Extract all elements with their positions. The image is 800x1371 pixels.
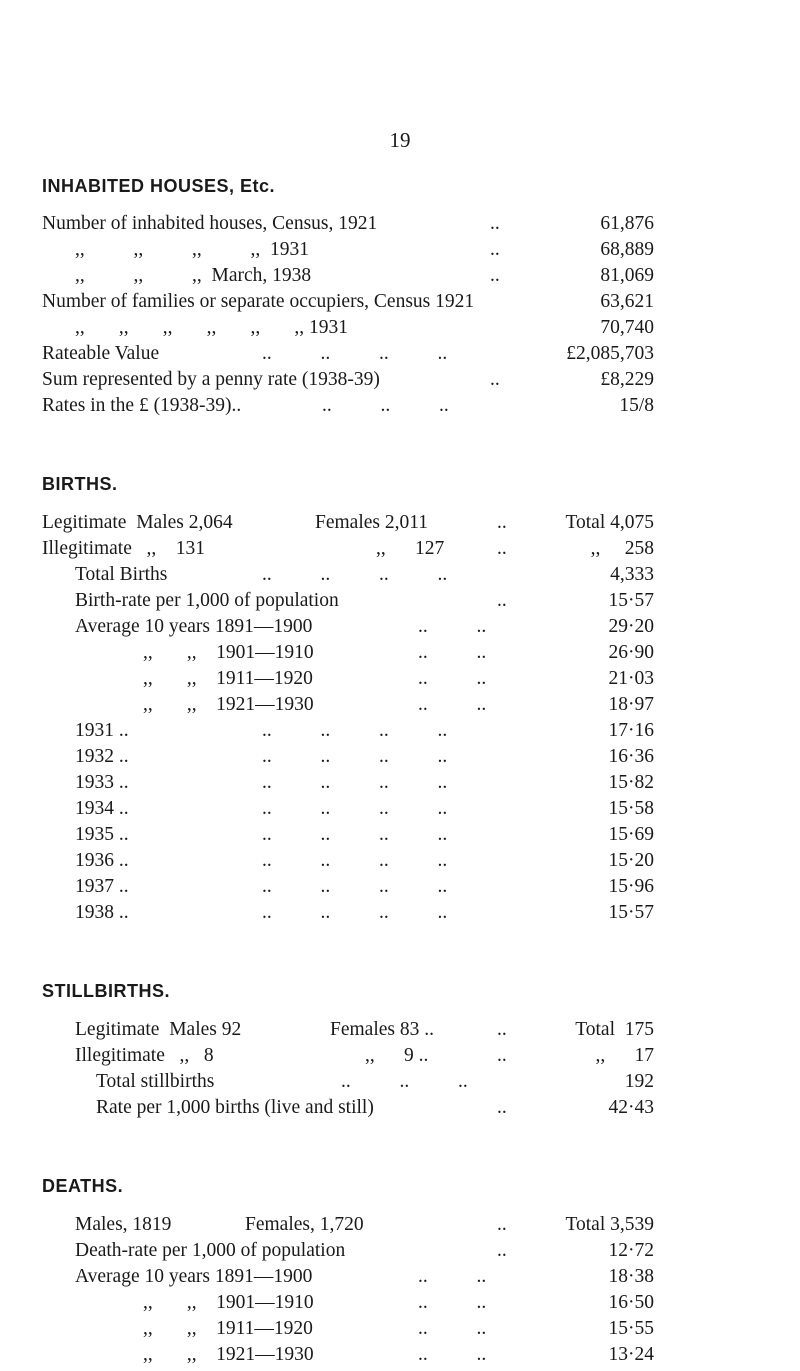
births-legit-total: Total 4,075: [565, 512, 654, 533]
deaths-average-value: 18·38: [608, 1266, 654, 1287]
inhabited-label: Number of inhabited houses, Census, 1921: [42, 213, 378, 234]
deaths-average-label: ,, ,, 1921—1930: [143, 1344, 314, 1365]
leader-dots: .. .. ..: [322, 395, 449, 416]
leader-dots: .. .. .. ..: [262, 798, 448, 819]
stillbirths-legit-females: Females 83 ..: [330, 1019, 434, 1040]
birth-rate-value: 15·57: [608, 590, 654, 611]
leader-dots: ..: [497, 1045, 507, 1066]
deaths-total: Total 3,539: [565, 1214, 654, 1235]
inhabited-label: ,, ,, ,, ,, 1931: [75, 239, 309, 260]
births-year-label: 1935 ..: [75, 824, 129, 845]
births-legit-females: Females 2,011: [315, 512, 429, 533]
stillbirths-total-label: Total stillbirths: [96, 1071, 215, 1092]
inhabited-value: £8,229: [600, 369, 654, 390]
births-illegit-total: ,, 258: [590, 538, 654, 559]
births-legit-males: Legitimate Males 2,064: [42, 512, 233, 533]
leader-dots: ..: [490, 265, 500, 286]
inhabited-value: 63,621: [600, 291, 654, 312]
leader-dots: .. .. ..: [341, 1071, 468, 1092]
stillbirths-rate-label: Rate per 1,000 births (live and still): [96, 1097, 374, 1118]
leader-dots: .. ..: [418, 1292, 487, 1313]
births-total-value: 4,333: [610, 564, 654, 585]
inhabited-value: 81,069: [600, 265, 654, 286]
deaths-average-value: 13·24: [608, 1344, 654, 1365]
deaths-average-value: 15·55: [608, 1318, 654, 1339]
births-total-label: Total Births: [75, 564, 168, 585]
births-year-value: 15·96: [608, 876, 654, 897]
stillbirths-legit-males: Legitimate Males 92: [75, 1019, 242, 1040]
death-rate-value: 12·72: [608, 1240, 654, 1261]
leader-dots: .. ..: [418, 1344, 487, 1365]
stillbirths-illegit-males: Illegitimate ,, 8: [75, 1045, 214, 1066]
births-year-label: 1933 ..: [75, 772, 129, 793]
births-year-value: 15·58: [608, 798, 654, 819]
births-average-label: ,, ,, 1901—1910: [143, 642, 314, 663]
leader-dots: .. .. .. ..: [262, 876, 448, 897]
births-year-value: 15·69: [608, 824, 654, 845]
stillbirths-illegit-females: ,, 9 ..: [365, 1045, 429, 1066]
stillbirths-total-value: 192: [624, 1071, 654, 1092]
births-year-label: 1932 ..: [75, 746, 129, 767]
births-average-value: 18·97: [608, 694, 654, 715]
births-illegit-males: Illegitimate ,, 131: [42, 538, 206, 559]
leader-dots: .. ..: [418, 1318, 487, 1339]
births-year-value: 15·20: [608, 850, 654, 871]
deaths-average-label: ,, ,, 1901—1910: [143, 1292, 314, 1313]
leader-dots: .. .. .. ..: [262, 720, 448, 741]
births-year-value: 15·82: [608, 772, 654, 793]
inhabited-label: Sum represented by a penny rate (1938-39): [42, 369, 380, 390]
inhabited-label: Rates in the £ (1938-39)..: [42, 395, 242, 416]
inhabited-value: 15/8: [619, 395, 654, 416]
deaths-average-label: Average 10 years 1891—1900: [75, 1266, 313, 1287]
births-year-label: 1937 ..: [75, 876, 129, 897]
leader-dots: ..: [490, 369, 500, 390]
births-average-label: ,, ,, 1911—1920: [143, 668, 313, 689]
births-year-value: 17·16: [608, 720, 654, 741]
births-year-label: 1934 ..: [75, 798, 129, 819]
deaths-males: Males, 1819: [75, 1214, 172, 1235]
inhabited-value: 68,889: [600, 239, 654, 260]
leader-dots: ..: [490, 239, 500, 260]
stillbirths-legit-total: Total 175: [575, 1019, 654, 1040]
births-average-value: 26·90: [608, 642, 654, 663]
inhabited-value: 61,876: [600, 213, 654, 234]
inhabited-value: 70,740: [600, 317, 654, 338]
leader-dots: .. .. .. ..: [262, 343, 448, 364]
leader-dots: .. .. .. ..: [262, 564, 448, 585]
leader-dots: ..: [497, 512, 507, 533]
death-rate-label: Death-rate per 1,000 of population: [75, 1240, 346, 1261]
leader-dots: .. .. .. ..: [262, 902, 448, 923]
inhabited-label: Rateable Value: [42, 343, 160, 364]
deaths-females: Females, 1,720: [245, 1214, 364, 1235]
page-number: 19: [389, 128, 411, 152]
leader-dots: ..: [497, 590, 507, 611]
births-average-value: 29·20: [608, 616, 654, 637]
leader-dots: ..: [497, 1214, 507, 1235]
leader-dots: .. .. .. ..: [262, 772, 448, 793]
births-year-value: 15·57: [608, 902, 654, 923]
leader-dots: .. ..: [418, 694, 487, 715]
leader-dots: .. ..: [418, 642, 487, 663]
births-average-value: 21·03: [608, 668, 654, 689]
leader-dots: ..: [497, 1019, 507, 1040]
births-year-value: 16·36: [608, 746, 654, 767]
leader-dots: .. ..: [418, 668, 487, 689]
leader-dots: ..: [497, 1240, 507, 1261]
stillbirths-illegit-total: ,, 17: [595, 1045, 654, 1066]
stillbirths-rate-value: 42·43: [608, 1097, 654, 1118]
births-year-label: 1931 ..: [75, 720, 129, 741]
inhabited-label: ,, ,, ,, March, 1938: [75, 265, 312, 286]
leader-dots: ..: [497, 538, 507, 559]
leader-dots: .. .. .. ..: [262, 746, 448, 767]
stillbirths-heading: STILLBIRTHS.: [42, 981, 170, 1001]
births-year-label: 1936 ..: [75, 850, 129, 871]
leader-dots: .. .. .. ..: [262, 850, 448, 871]
inhabited-label: ,, ,, ,, ,, ,, ,, 1931: [75, 317, 348, 338]
leader-dots: .. .. .. ..: [262, 824, 448, 845]
deaths-heading: DEATHS.: [42, 1176, 124, 1196]
births-average-label: Average 10 years 1891—1900: [75, 616, 313, 637]
deaths-average-value: 16·50: [608, 1292, 654, 1313]
birth-rate-label: Birth-rate per 1,000 of population: [75, 590, 339, 611]
births-illegit-females: ,, 127: [376, 538, 445, 559]
leader-dots: ..: [497, 1097, 507, 1118]
inhabited-label: Number of families or separate occupiers, Census 1921: [42, 291, 475, 312]
births-average-label: ,, ,, 1921—1930: [143, 694, 314, 715]
births-year-label: 1938 ..: [75, 902, 129, 923]
inhabited-heading: INHABITED HOUSES, Etc.: [42, 176, 276, 196]
leader-dots: .. ..: [418, 616, 487, 637]
deaths-average-label: ,, ,, 1911—1920: [143, 1318, 313, 1339]
leader-dots: .. ..: [418, 1266, 487, 1287]
leader-dots: ..: [490, 213, 500, 234]
inhabited-value: £2,085,703: [566, 343, 654, 364]
births-heading: BIRTHS.: [42, 474, 118, 494]
